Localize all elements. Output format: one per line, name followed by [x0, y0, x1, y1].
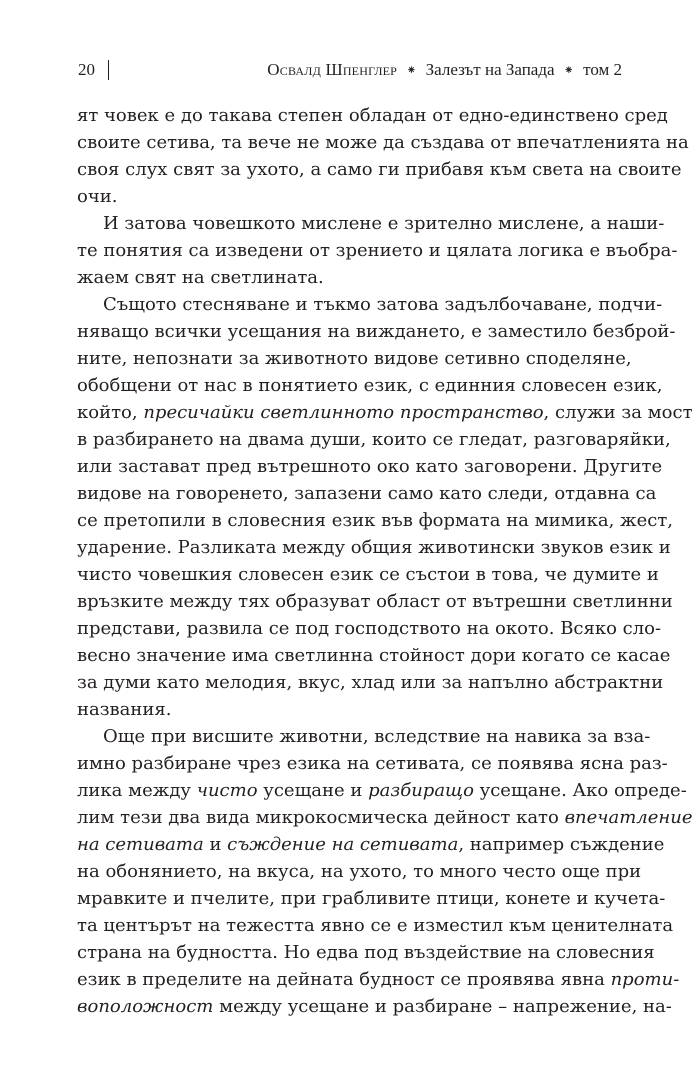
text-run: и — [203, 834, 228, 855]
text-line — [77, 345, 632, 372]
paragraph — [77, 210, 678, 291]
text-run: жаем свят на светлината. — [77, 267, 324, 288]
text-run: Още при висшите животни, вследствие на навика за вза- — [103, 726, 651, 747]
separator-ornament: ⁕ — [406, 63, 417, 77]
text-line — [77, 318, 676, 345]
text-line — [77, 534, 671, 561]
text-run: видове на говоренето, запазени само като следи, отдавна са — [77, 483, 657, 504]
text-line — [77, 372, 663, 399]
text-line — [77, 291, 663, 318]
text-line — [77, 912, 674, 939]
running-head — [78, 57, 622, 83]
text-run: обобщени от нас в понятието език, с единния словесен език, — [77, 375, 663, 396]
text-run: за думи като мелодия, вкус, хлад или за напълно абстрактни — [77, 672, 664, 693]
paragraph — [77, 723, 693, 1020]
text-run: се претопили в словесния език във формата на мимика, жест, — [77, 510, 674, 531]
text-line — [77, 453, 663, 480]
text-run: своя слух свят за ухото, а само ги прибавя към света на своите — [77, 159, 682, 180]
text-line — [77, 993, 672, 1020]
text-run: на обонянието, на вкуса, на ухото, то много често още при — [77, 861, 642, 882]
text-line — [77, 939, 655, 966]
volume-label: том 2 — [583, 60, 622, 79]
book-title: Залезът на Запада — [425, 60, 555, 79]
text-run: та центърът на тежестта явно се е изместил към ценителната — [77, 915, 674, 936]
italic-phrase: съждение на сетивата — [227, 834, 459, 855]
text-run: ните, непознати за животното видове сетивно споделяне, — [77, 348, 632, 369]
author-name: Освалд Шпенглер — [267, 60, 398, 79]
italic-phrase: пресичайки светлинното пространство — [143, 402, 544, 423]
text-line — [77, 885, 666, 912]
text-run: очи. — [77, 186, 118, 207]
text-line — [77, 102, 668, 129]
text-run: усещане и — [257, 780, 369, 801]
text-line — [77, 129, 689, 156]
text-run: , например съждение — [458, 834, 665, 855]
text-line — [77, 399, 693, 426]
body-text — [77, 102, 693, 1020]
italic-phrase: разбиращо — [368, 780, 474, 801]
text-line — [77, 237, 678, 264]
paragraph — [77, 291, 693, 723]
text-run: лика между — [77, 780, 197, 801]
paragraph — [77, 102, 689, 210]
text-line — [77, 642, 671, 669]
text-line — [77, 777, 687, 804]
text-run: весно значение има светлинна стойност дори когато се касае — [77, 645, 671, 666]
page-number: 20 — [78, 60, 95, 79]
text-line — [77, 426, 671, 453]
text-line — [77, 183, 622, 210]
separator-ornament: ⁕ — [563, 63, 574, 77]
text-line — [77, 669, 664, 696]
text-run: в разбирането на двама души, които се гледат, разговаряйки, — [77, 429, 671, 450]
text-line — [77, 966, 680, 993]
text-run: връзките между тях образуват област от вътрешни светлинни — [77, 591, 673, 612]
text-line — [77, 804, 693, 831]
italic-phrase: чисто — [196, 780, 258, 801]
text-run: или застават пред вътрешното око като заговорени. Другите — [77, 456, 663, 477]
text-run: названия. — [77, 699, 172, 720]
text-line — [77, 588, 673, 615]
text-run: който, — [77, 402, 144, 423]
text-line — [77, 156, 682, 183]
italic-phrase: впечатление — [564, 807, 693, 828]
text-line — [77, 507, 674, 534]
text-run: представи, развила се под господството на окото. Всяко сло- — [77, 618, 662, 639]
italic-phrase: проти- — [610, 969, 680, 990]
text-line — [77, 723, 651, 750]
italic-phrase: на сетивата — [77, 834, 204, 855]
text-run: страна на будността. Но едва под въздействие на словесния — [77, 942, 655, 963]
text-run: усещане. Ако опреде- — [473, 780, 687, 801]
text-line — [77, 480, 657, 507]
folio-divider — [108, 60, 109, 80]
text-run: своите сетива, та вече не може да създава от впечатленията на — [77, 132, 689, 153]
text-line — [77, 210, 665, 237]
text-run: имно разбиране чрез езика на сетивата, се появява ясна раз- — [77, 753, 668, 774]
text-line — [77, 858, 642, 885]
text-run: Същото стесняване и тъкмо затова задълбочаване, подчи- — [103, 294, 663, 315]
text-line — [77, 831, 665, 858]
text-run: лим тези два вида микрокосмическа дейност като — [77, 807, 565, 828]
text-run: между усещане и разбиране – напрежение, на- — [213, 996, 672, 1017]
text-run: , служи за мост — [543, 402, 693, 423]
text-run: мравките и пчелите, при грабливите птици, конете и кучета- — [77, 888, 666, 909]
text-run: И затова човешкото мислене е зрително мислене, а наши- — [103, 213, 665, 234]
text-line — [77, 615, 662, 642]
text-line — [77, 561, 659, 588]
text-run: те понятия са изведени от зрението и цялата логика е въобра- — [77, 240, 678, 261]
text-line — [77, 750, 668, 777]
text-line — [77, 696, 622, 723]
italic-phrase: воположност — [77, 996, 214, 1017]
text-line — [77, 264, 622, 291]
text-run: ударение. Разликата между общия животински звуков език и — [77, 537, 671, 558]
text-run: чисто човешкия словесен език се състои в това, че думите и — [77, 564, 659, 585]
running-head-title — [267, 57, 622, 84]
text-run: ят човек е до такава степен обладан от едно-единствено сред — [77, 105, 668, 126]
text-run: няващо всички усещания на виждането, е заместило безброй- — [77, 321, 676, 342]
text-run: език в пределите на дейната будност се проявява явна — [77, 969, 611, 990]
